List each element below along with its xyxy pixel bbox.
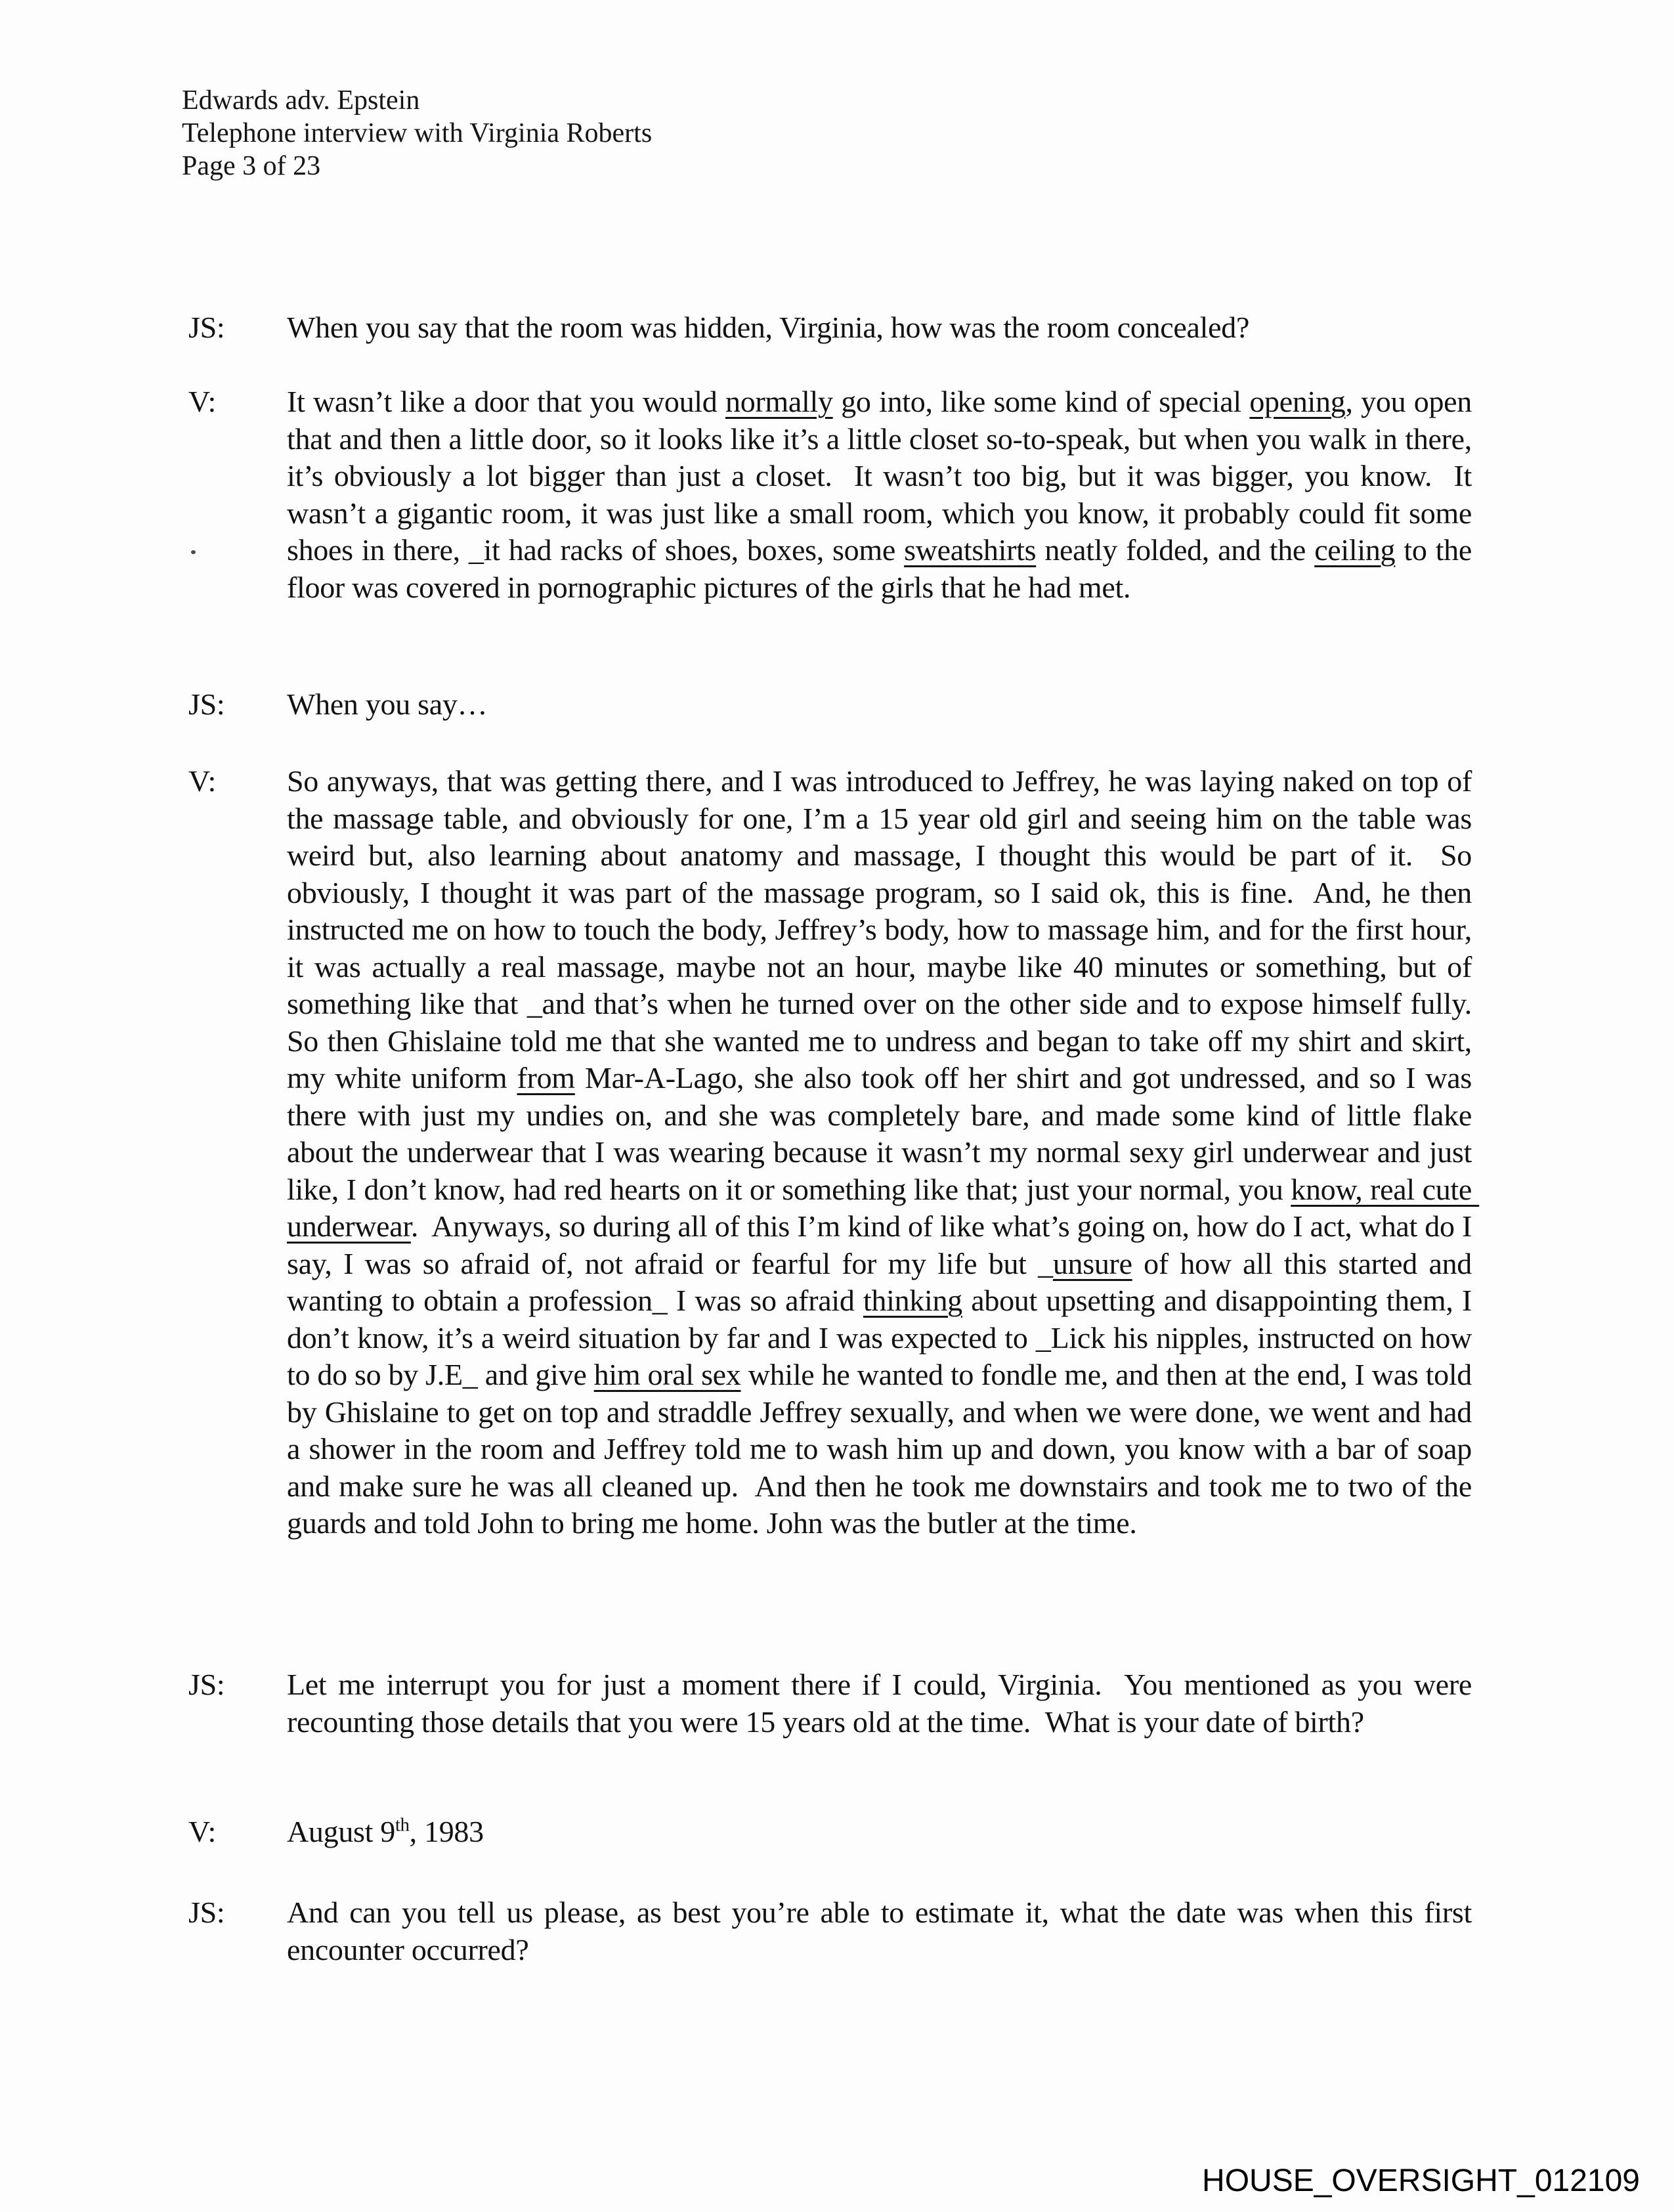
utterance-text: And can you tell us please, as best you’re able to estimate it, what the date was when this first encounter occurred? [287, 1896, 1480, 1966]
header-case-name: Edwards adv. Epstein [182, 85, 420, 116]
header-document-title: Telephone interview with Virginia Roberts [182, 118, 653, 148]
speaker-label: JS: [188, 311, 225, 344]
dialogue-block [188, 1666, 1480, 1741]
dialogue-block [188, 686, 1472, 724]
dialogue-block [188, 309, 1472, 347]
dialogue-block [188, 1894, 1480, 1968]
speaker-label: JS: [188, 1668, 225, 1701]
speaker-label: V: [188, 764, 216, 798]
utterance-text: When you say that the room was hidden, Virginia, how was the room concealed? [287, 311, 1250, 344]
utterance-text: It wasn’t like a door that you would normally go into, like some kind of special opening, you open that and then a little door, so it looks like it’s a little closet so-to-speak, but when you walk in there, it’s obviously a lot bigger than just a closet. It wasn’t too big, but it was bigger, you know. It wasn’t a gigantic room, it was just like a small room, which you know, it probably could fit some shoes in there, _it had racks of shoes, boxes, some sweatshirts neatly folded, and the ceiling to the floor was covered in pornographic pictures of the girls that he had met. [287, 385, 1480, 604]
scan-speck-artifact [191, 550, 196, 554]
speaker-label: V: [188, 1815, 216, 1848]
utterance-text: When you say… [287, 687, 488, 721]
utterance-text: Let me interrupt you for just a moment there if I could, Virginia. You mentioned as you were recounting those details that you were 15 years old at the time. What is your date of birth? [287, 1668, 1480, 1739]
speaker-label: JS: [188, 687, 225, 721]
speaker-label: JS: [188, 1896, 225, 1929]
bates-stamp: HOUSE_OVERSIGHT_012109 [1202, 2163, 1640, 2198]
header-page-number: Page 3 of 23 [182, 151, 321, 181]
dialogue-block [188, 763, 1480, 1542]
utterance-text: August 9th, 1983 [287, 1815, 484, 1848]
dialogue-block [188, 1813, 1472, 1851]
speaker-label: V: [188, 385, 216, 418]
utterance-text: So anyways, that was getting there, and I was introduced to Jeffrey, he was laying naked on top of the massage table, and obviously for one, I’m a 15 year old girl and seeing him on the table was weird but, also learning about anatomy and massage, I thought this would be part of it. So obviously, I thought it was part of the massage program, so I said ok, this is fine. And, he then instructed me on how to touch the body, Jeffrey’s body, how to massage him, and for the first hour, it was actually a real massage, maybe not an hour, maybe like 40 minutes or something, but of something like that _and that’s when he turned over on the other side and to expose himself fully. So then Ghislaine told me that she wanted me to undress and began to take off my shirt and skirt, my white uniform from Mar-A-Lago, she also took off her shirt and got undressed, and so I was there with just my undies on, and she was completely bare, and made some kind of little flake about the underwear that I was wearing because it wasn’t my normal sexy girl underwear and just like, I don’t know, had red hearts on it or something like that; just your normal, you know, real cute underwear. Anyways, so during all of this I’m kind of like what’s going on, how do I act, what do I say, I was so afraid of, not afraid or fearful for my life but _unsure of how all this started and wanting to obtain a profession_ I was so afraid thinking about upsetting and disappointing them, I don’t know, it’s a weird situation by far and I was expected to _Lick his nipples, instructed on how to do so by J.E_ and give him oral sex while he wanted to fondle me, and then at the end, I was told by Ghislaine to get on top and straddle Jeffrey sexually, and when we were done, we went and had a shower in the room and Jeffrey told me to wash him up and down, you know with a bar of soap and make sure he was all cleaned up. And then he took me downstairs and took me to two of the guards and told John to bring me home. John was the butler at the time. [287, 764, 1480, 1540]
dialogue-block [188, 383, 1480, 606]
